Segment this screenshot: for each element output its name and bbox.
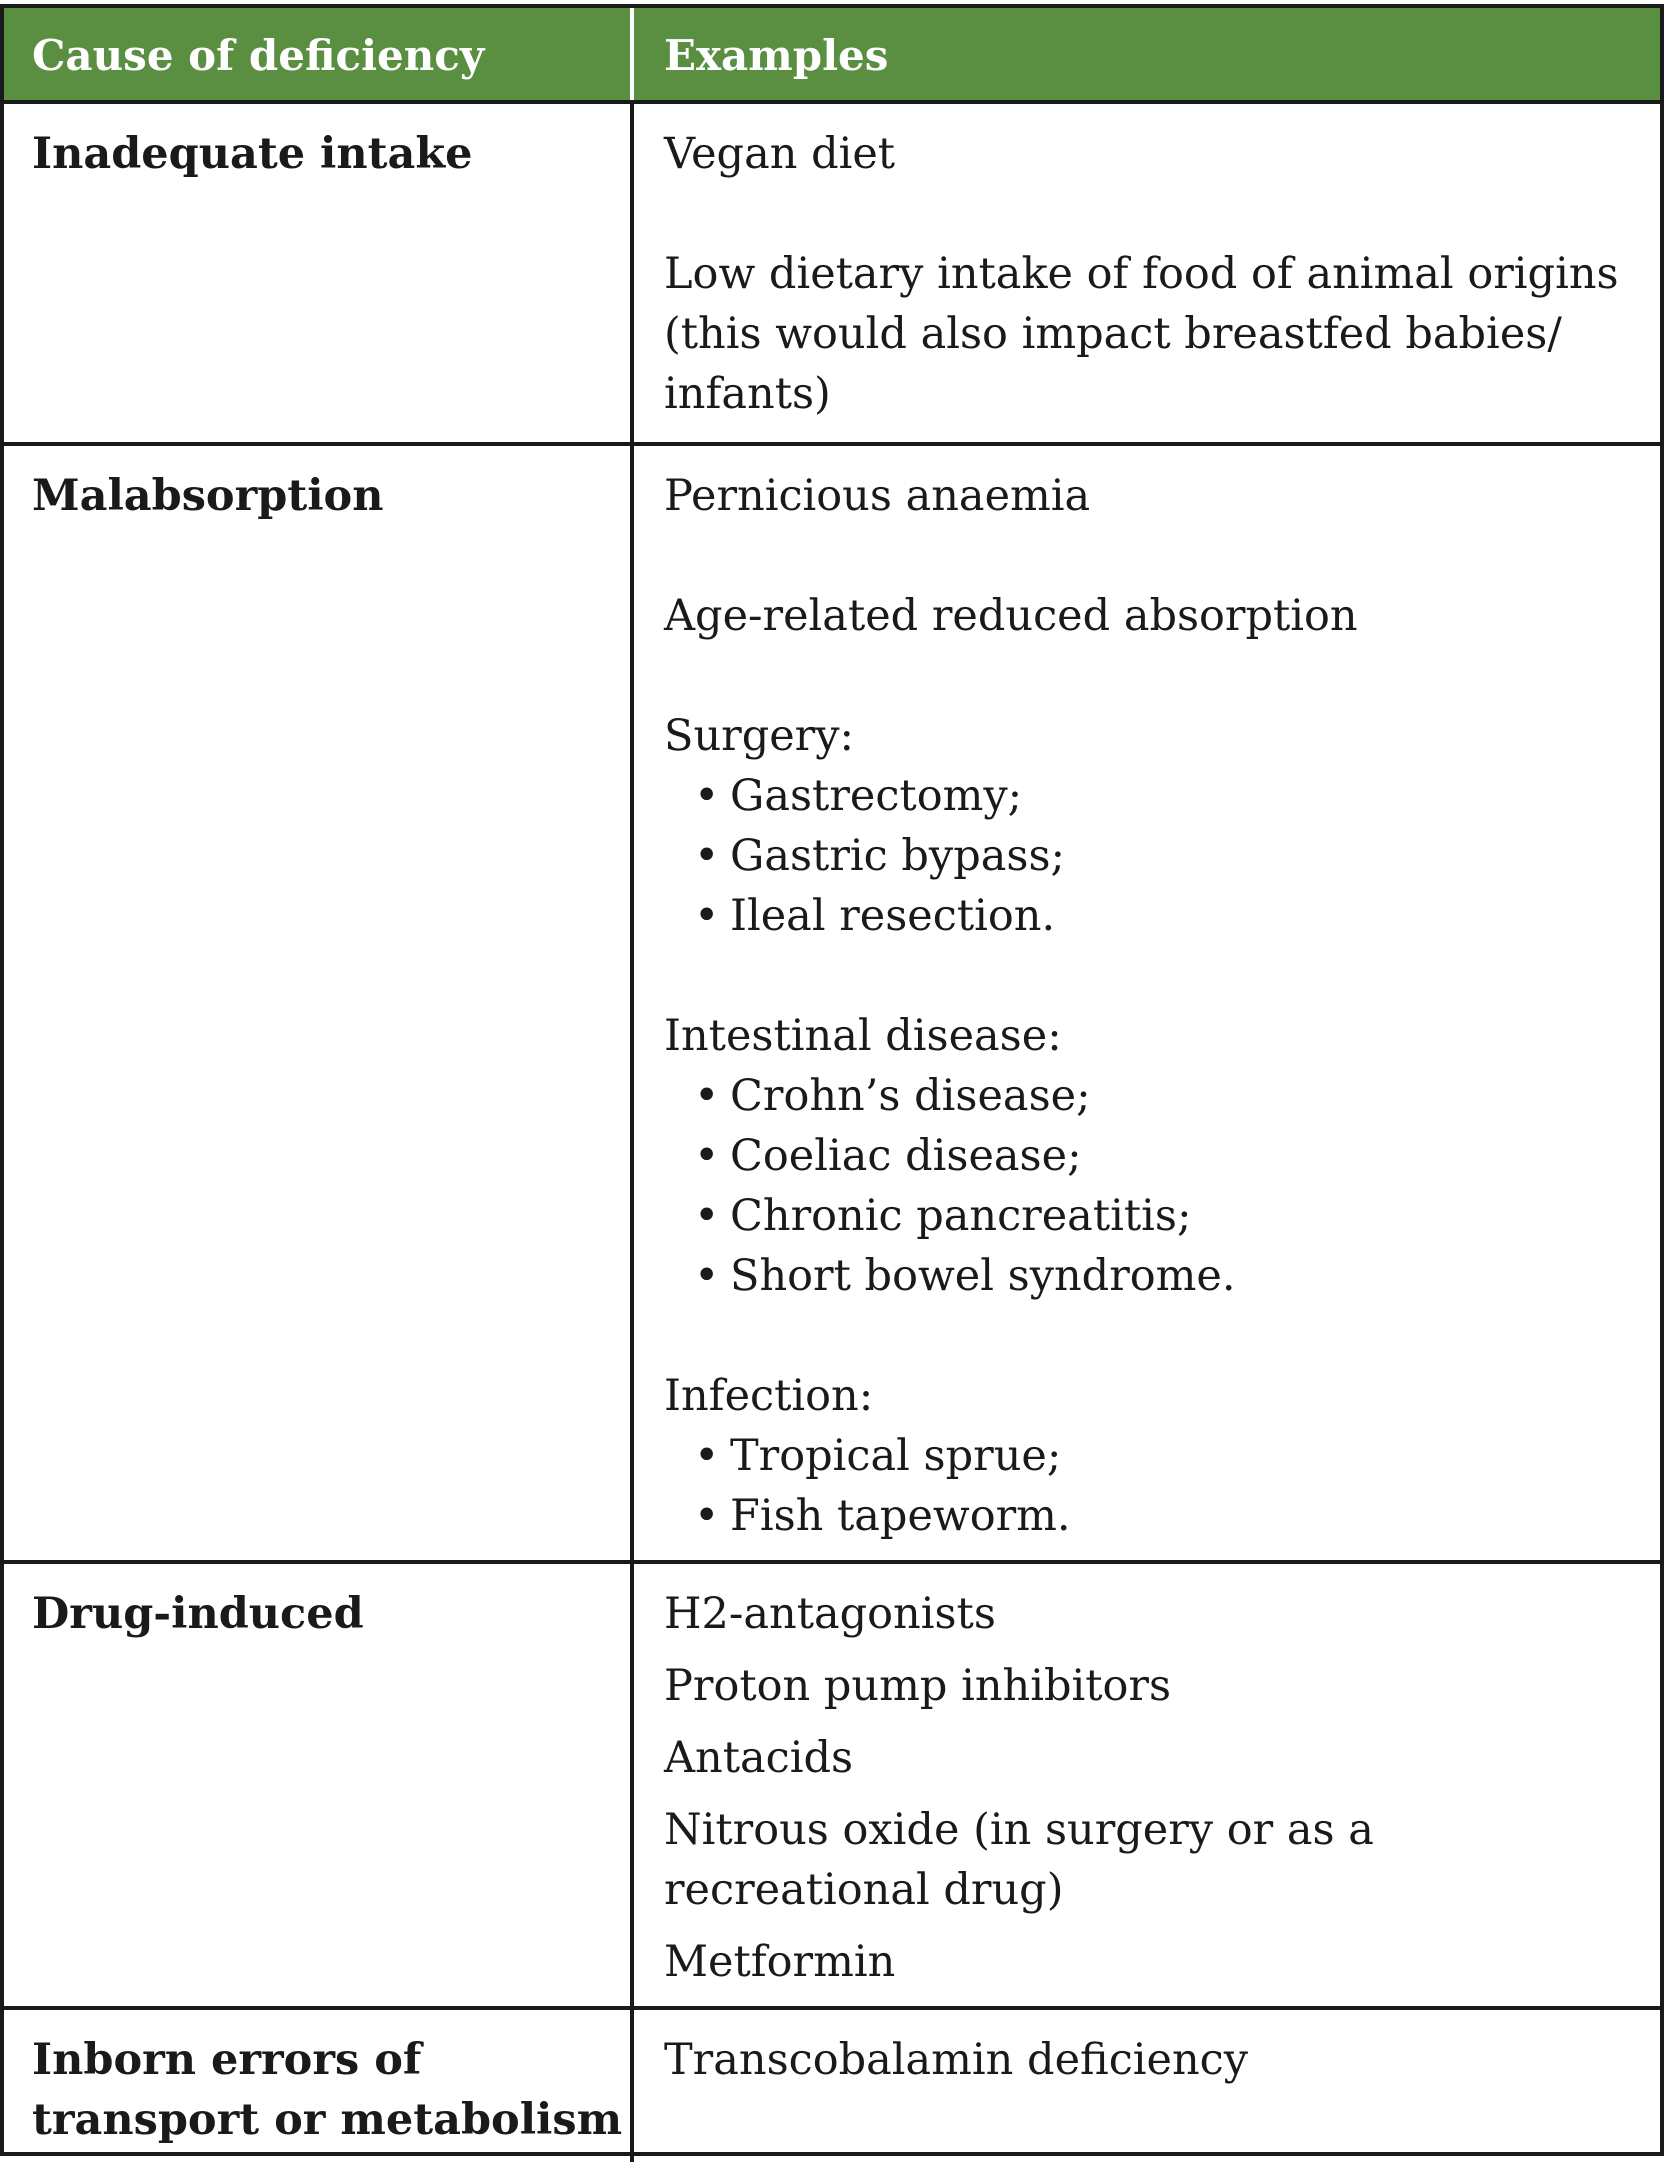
intestinal-heading: Intestinal disease: [664, 1011, 1062, 1061]
header-cell-cause [4, 8, 634, 100]
bullet-icon: • [694, 771, 720, 821]
example-text: H2-antagonists [664, 1589, 996, 1639]
table-row-inadequate-intake [4, 104, 1660, 446]
cause-cell [4, 446, 634, 1560]
surgery-heading: Surgery: [664, 711, 855, 761]
cause-cell [4, 2010, 634, 2162]
example-text: Vegan diet [664, 129, 896, 179]
list-item: • Coeliac disease; [694, 1126, 1640, 1186]
examples-cell [634, 1564, 1660, 2006]
surgery-list [664, 766, 1640, 946]
table-row-drug-induced [4, 1564, 1660, 2010]
list-item: • Tropical sprue; [694, 1426, 1640, 1486]
table-row-inborn-errors [4, 2010, 1660, 2162]
example-text: Pernicious anaemia [664, 471, 1091, 521]
bullet-icon: • [694, 831, 720, 881]
infection-heading: Infection: [664, 1371, 874, 1421]
cause-cell [4, 1564, 634, 2006]
cause-drug-induced: Drug-induced [32, 1589, 364, 1639]
table-header-row [4, 8, 1660, 104]
cause-inadequate-intake: Inadequate intake [32, 129, 473, 179]
infection-list [664, 1426, 1640, 1546]
bullet-icon: • [694, 1191, 720, 1241]
example-text: Transcobalamin deficiency [664, 2035, 1249, 2085]
bullet-icon: • [694, 1491, 720, 1541]
list-item: • Short bowel syndrome. [694, 1246, 1640, 1306]
list-item: • Crohn’s disease; [694, 1066, 1640, 1126]
bullet-icon: • [694, 1131, 720, 1181]
bullet-icon: • [694, 1251, 720, 1301]
cause-malabsorption: Malabsorption [32, 471, 384, 521]
list-item: • Gastrectomy; [694, 766, 1640, 826]
example-text: Metformin [664, 1937, 896, 1987]
example-text: infants) [664, 369, 831, 419]
deficiency-causes-table [0, 4, 1664, 2156]
table-row-malabsorption [4, 446, 1660, 1564]
list-item: • Fish tapeworm. [694, 1486, 1640, 1546]
example-text: Age-related reduced absorption [664, 591, 1358, 641]
bullet-icon: • [694, 891, 720, 941]
example-text: Low dietary intake of food of animal origins [664, 249, 1619, 299]
example-text: recreational drug) [664, 1865, 1064, 1915]
list-item: • Ileal resection. [694, 886, 1640, 946]
examples-cell [634, 104, 1660, 442]
list-item: • Chronic pancreatitis; [694, 1186, 1640, 1246]
cause-inborn-line1: Inborn errors of [32, 2035, 422, 2085]
cause-inborn-line2: transport or metabolism [32, 2095, 623, 2145]
example-text: Antacids [664, 1733, 854, 1783]
list-item: • Gastric bypass; [694, 826, 1640, 886]
header-cause-label: Cause of deficiency [32, 31, 485, 80]
example-text: (this would also impact breastfed babies/ [664, 309, 1562, 359]
cause-inborn-errors [32, 2010, 630, 2150]
examples-cell [634, 2010, 1660, 2162]
bullet-icon: • [694, 1071, 720, 1121]
bullet-icon: • [694, 1431, 720, 1481]
example-text: Proton pump inhibitors [664, 1661, 1172, 1711]
cause-cell [4, 104, 634, 442]
example-text: Nitrous oxide (in surgery or as a [664, 1805, 1374, 1855]
header-examples-label: Examples [664, 31, 889, 80]
examples-cell [634, 446, 1660, 1560]
intestinal-list [664, 1066, 1640, 1306]
header-cell-examples [634, 8, 1660, 100]
